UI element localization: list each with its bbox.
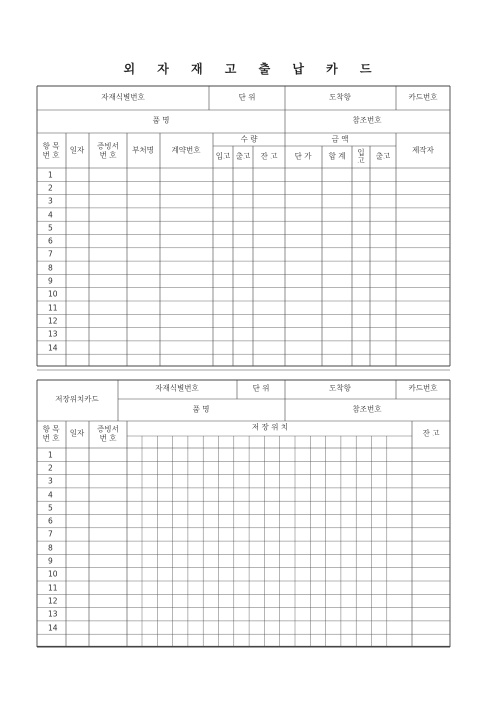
page-title: 외 자 재 고 출 납 카 드 [123,62,381,76]
row-number: 12 [48,596,58,606]
col2-item-no: 항 목 번 호 [42,424,60,442]
row-number: 7 [48,249,53,259]
row-number: 13 [48,329,58,339]
row-number: 10 [48,569,58,579]
row-number: 2 [48,183,53,193]
row-number: 9 [48,556,53,566]
header2-card-no: 카드번호 [408,383,438,393]
row-number: 5 [48,223,53,233]
col-qty-bal: 잔 고 [260,151,278,161]
row-number: 10 [48,289,58,299]
col-unit-price: 단 가 [294,151,312,161]
row-number: 11 [48,303,58,313]
header-item-id: 자재식별번호 [101,92,145,102]
row-number: 3 [48,196,53,206]
col-dept: 부처명 [132,145,154,155]
header2-unit: 단 위 [252,383,270,393]
row-number: 4 [48,210,53,220]
row-number: 6 [48,516,53,526]
header2-name: 품 명 [192,404,210,414]
header2-arrival: 도착항 [329,383,351,393]
row-number: 2 [48,463,53,473]
row-number: 14 [48,343,58,353]
row-number: 8 [48,263,53,273]
col-amt-out: 출고 [375,151,391,161]
header-name: 품 명 [152,115,170,125]
col2-voucher: 증빙서 번 호 [97,424,119,442]
header2-item-id: 자재식별번호 [155,383,199,393]
header-arrival: 도착항 [329,92,351,102]
storage-location-card-label: 저장위치카드 [55,394,99,404]
col2-date: 일자 [69,428,85,438]
col-item-no: 항 목 번 호 [42,141,60,159]
col-qty-in: 입고 [215,151,231,161]
row-number: 13 [48,609,58,619]
row-number: 4 [48,490,53,500]
row-number: 6 [48,236,53,246]
col-maker: 제작자 [412,145,434,155]
col-qty-out: 출고 [235,151,251,161]
col-amt-in: 입고 [357,148,365,165]
col-total: 합 계 [328,151,346,161]
row-number: 3 [48,476,53,486]
col2-balance: 잔 고 [422,428,440,438]
row-number: 12 [48,316,58,326]
col-date: 일자 [69,145,85,155]
row-number: 14 [48,623,58,633]
col2-location: 저 장 위 치 [251,422,289,432]
header-card-no: 카드번호 [408,92,438,102]
row-number: 1 [48,450,53,460]
row-number: 7 [48,529,53,539]
header2-ref-no: 참조번호 [352,404,382,414]
row-number: 1 [48,170,53,180]
header-ref-no: 참조번호 [352,115,382,125]
row-number: 5 [48,503,53,513]
col-qty: 수 량 [240,134,258,144]
col-amount: 금 액 [331,134,349,144]
col-contract: 계약번호 [171,145,201,155]
col-voucher: 증빙서 번 호 [97,141,119,159]
row-number: 11 [48,583,58,593]
row-number: 9 [48,276,53,286]
row-number: 8 [48,543,53,553]
header-unit: 단 위 [238,92,256,102]
